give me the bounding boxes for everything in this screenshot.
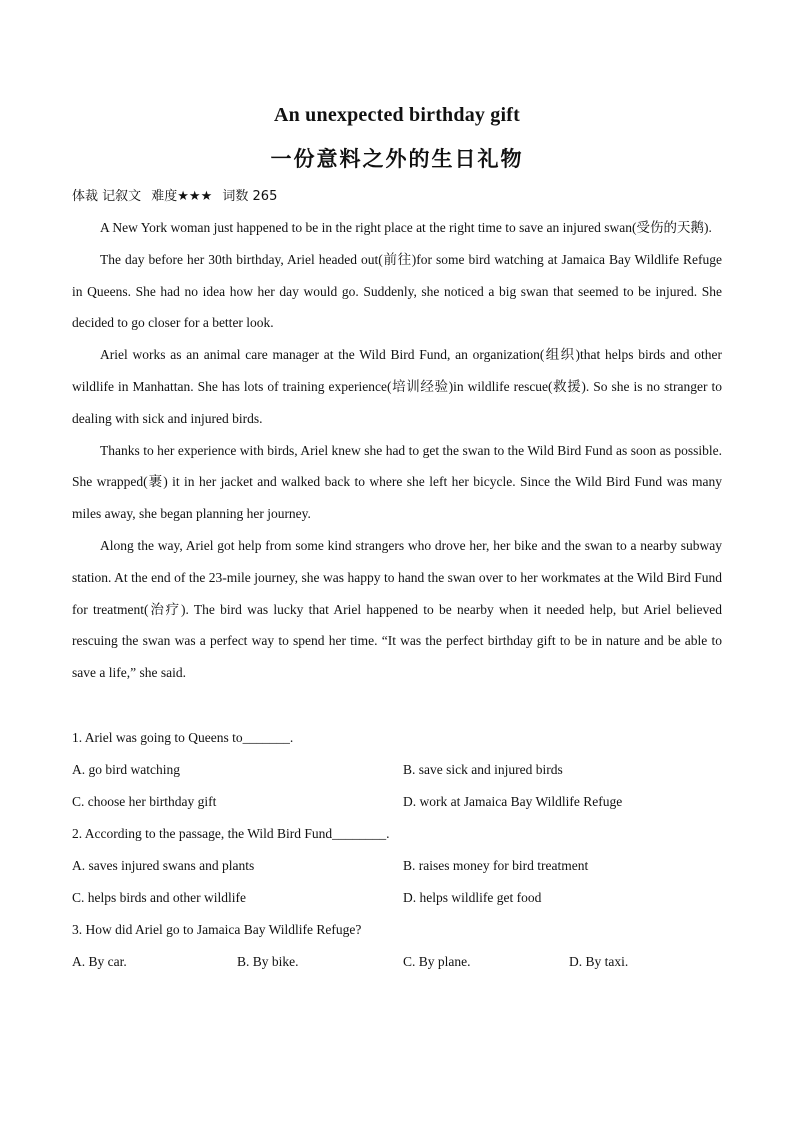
option-b: B. By bike. (237, 954, 299, 969)
paragraph: Thanks to her experience with birds, Ariel knew she had to get the swan to the Wild Bird Fund as soon as possible. She wrapped(裹) it in her jacket and walked back to where she left her bicycle. Since the Wild Bird Fund was many miles away, she began planning her journey. (72, 442, 722, 522)
option-b: B. save sick and injured birds (403, 762, 563, 777)
paragraph: The day before her 30th birthday, Ariel headed out(前往)for some bird watching at Jamaica Bay Wildlife Refuge in Queens. She had no idea how her day would go. Suddenly, she noticed a big swan that seemed to be injured. She decided to go closer for a better look. (72, 251, 722, 331)
option-row (72, 946, 722, 978)
option-a: A. saves injured swans and plants (72, 858, 255, 873)
difficulty-label: 难度★★★ (151, 189, 213, 204)
title-chinese: 一份意料之外的生日礼物 (270, 147, 524, 171)
question-stem: 1. Ariel was going to Queens to_______. (72, 730, 294, 745)
question-stem: 2. According to the passage, the Wild Bird Fund________. (72, 826, 390, 841)
option-row (72, 850, 722, 882)
passage-meta (72, 185, 283, 204)
option-d: D. helps wildlife get food (403, 890, 542, 905)
title-english: An unexpected birthday gift (274, 104, 520, 126)
option-c: C. By plane. (403, 954, 471, 969)
option-d: D. By taxi. (569, 954, 629, 969)
option-row (72, 882, 722, 914)
option-d: D. work at Jamaica Bay Wildlife Refuge (403, 794, 623, 809)
word-count-label: 词数 265 (222, 189, 278, 204)
paragraph: A New York woman just happened to be in the right place at the right time to save an injured swan(受伤的天鹅). (100, 220, 712, 235)
passage (72, 212, 722, 689)
option-row (72, 754, 722, 786)
question-stem: 3. How did Ariel go to Jamaica Bay Wildlife Refuge? (72, 922, 362, 937)
option-c: C. helps birds and other wildlife (72, 890, 246, 905)
option-a: A. By car. (72, 954, 127, 969)
paragraph: Ariel works as an animal care manager at the Wild Bird Fund, an organization(组织)that helps birds and other wildlife in Manhattan. She has lots of training experience(培训经验)in wildlife rescue(救援). So she is no stranger to dealing with sick and injured birds. (72, 347, 722, 426)
option-row (72, 786, 722, 818)
option-b: B. raises money for bird treatment (403, 858, 589, 873)
genre-label: 体裁 记叙文 (72, 189, 142, 204)
option-a: A. go bird watching (72, 762, 180, 777)
paragraph: Along the way, Ariel got help from some kind strangers who drove her, her bike and the swan to a nearby subway station. At the end of the 23-mile journey, she was happy to hand the swan over to her workmates at the Wild Bird Fund for treatment(治疗). The bird was lucky that Ariel happened to be nearby when it needed help, but Ariel believed rescuing the swan was a perfect way to spend her time. “It was the perfect birthday gift to be in nature and be able to save a life,” she said. (72, 537, 722, 681)
option-c: C. choose her birthday gift (72, 794, 217, 809)
questions-section (72, 722, 722, 978)
